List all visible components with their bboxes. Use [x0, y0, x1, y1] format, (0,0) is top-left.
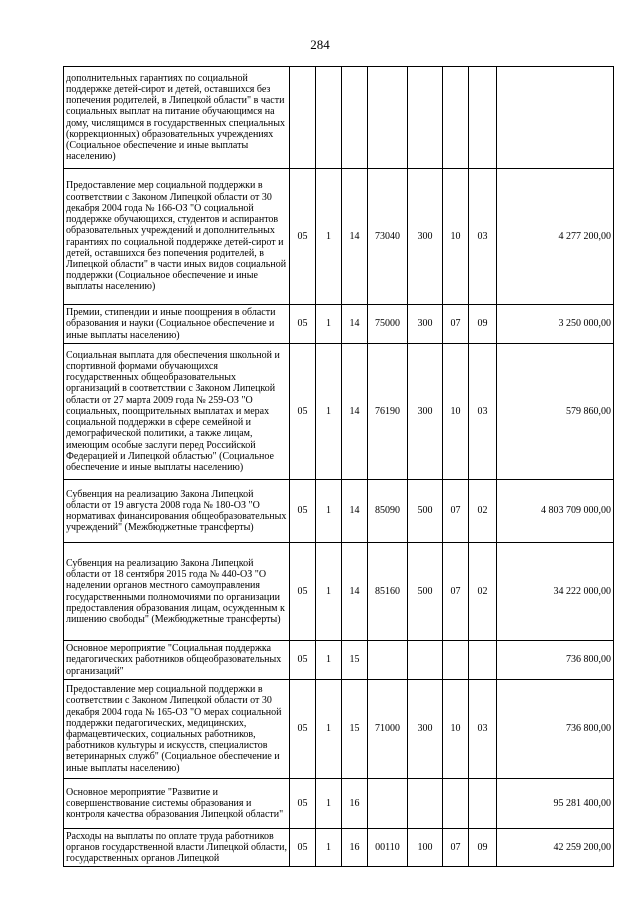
code-subprogram: 1: [316, 543, 342, 641]
code-direction: 00110: [368, 829, 408, 867]
code-direction: 73040: [368, 169, 408, 305]
table-row: [64, 480, 614, 543]
code-section: 07: [443, 305, 469, 344]
code-expense-type: [408, 779, 443, 829]
code-main-activity: 14: [342, 543, 368, 641]
row-sum: 736 800,00: [497, 641, 614, 680]
code-main-activity: 14: [342, 344, 368, 480]
code-direction: 75000: [368, 305, 408, 344]
code-expense-type: 300: [408, 680, 443, 779]
row-sum: [497, 67, 614, 169]
table-row: [64, 305, 614, 344]
code-program: 05: [290, 543, 316, 641]
code-program: 05: [290, 344, 316, 480]
code-expense-type: 100: [408, 829, 443, 867]
code-section: 07: [443, 543, 469, 641]
code-subsection: [469, 779, 497, 829]
code-subprogram: 1: [316, 680, 342, 779]
row-description: Основное мероприятие "Социальная поддержка педагогических работников общеобразовательных организаций": [64, 641, 290, 680]
code-direction: 85160: [368, 543, 408, 641]
code-section: 07: [443, 480, 469, 543]
row-description: Социальная выплата для обеспечения школьной и спортивной формами обучающихся государственных общеобразовательных организаций в соответствии с Законом Липецкой области от 27 марта 2009 года № 259-ОЗ "О социальных, поощрительных выплатах и мерах социальной поддержки в сфере семейной и демографической политики, а также лицам, имеющим особые заслуги перед Российской Федерацией и Липецкой областью" (Социальное обеспечение и иные выплаты населению): [64, 344, 290, 480]
row-description: дополнительных гарантиях по социальной поддержке детей-сирот и детей, оставшихся без попечения родителей, в Липецкой области" в части социальных выплат на питание обучающимся на дому, числящимся в государственных специальных (коррекционных) образовательных учреждениях (Социальное обеспечение и иные выплаты населению): [64, 67, 290, 169]
table-row: [64, 779, 614, 829]
code-main-activity: 16: [342, 829, 368, 867]
row-description: Субвенция на реализацию Закона Липецкой области от 18 сентября 2015 года № 440-ОЗ "О наделении органов местного самоуправления государственными полномочиями по организации предоставления образования лицам, осужденным к лишению свободы" (Межбюджетные трансферты): [64, 543, 290, 641]
code-main-activity: [342, 67, 368, 169]
code-program: [290, 67, 316, 169]
code-subprogram: [316, 67, 342, 169]
code-subsection: 02: [469, 543, 497, 641]
code-subprogram: 1: [316, 641, 342, 680]
code-direction: 85090: [368, 480, 408, 543]
row-sum: 95 281 400,00: [497, 779, 614, 829]
code-program: 05: [290, 305, 316, 344]
code-program: 05: [290, 641, 316, 680]
table-row: [64, 829, 614, 867]
table-row: [64, 680, 614, 779]
code-subsection: 03: [469, 680, 497, 779]
row-description: Предоставление мер социальной поддержки в соответствии с Законом Липецкой области от 30 декабря 2004 года № 166-ОЗ "О социальной поддержке обучающихся, студентов и аспирантов образовательных учреждений и дополнительных гарантиях по социальной поддержке детей-сирот и детей, оставшихся без попечения родителей, в Липецкой области" в части иных видов социальной поддержки (Социальное обеспечение и иные выплаты населению): [64, 169, 290, 305]
table-row: [64, 169, 614, 305]
code-subprogram: 1: [316, 829, 342, 867]
code-subprogram: 1: [316, 169, 342, 305]
code-section: 10: [443, 344, 469, 480]
code-main-activity: 14: [342, 480, 368, 543]
code-subsection: [469, 641, 497, 680]
row-description: Расходы на выплаты по оплате труда работников органов государственной власти Липецкой области, государственных органов Липецкой: [64, 829, 290, 867]
row-sum: 4 803 709 000,00: [497, 480, 614, 543]
code-expense-type: [408, 67, 443, 169]
code-section: [443, 641, 469, 680]
code-main-activity: 15: [342, 680, 368, 779]
budget-table: [63, 66, 614, 867]
code-subsection: 03: [469, 169, 497, 305]
code-direction: 76190: [368, 344, 408, 480]
code-subsection: 02: [469, 480, 497, 543]
table-row: [64, 67, 614, 169]
code-program: 05: [290, 169, 316, 305]
table-row: [64, 344, 614, 480]
code-direction: [368, 641, 408, 680]
code-section: 10: [443, 169, 469, 305]
code-direction: [368, 779, 408, 829]
code-main-activity: 16: [342, 779, 368, 829]
row-sum: 4 277 200,00: [497, 169, 614, 305]
code-main-activity: 14: [342, 305, 368, 344]
code-direction: 71000: [368, 680, 408, 779]
code-program: 05: [290, 829, 316, 867]
code-expense-type: [408, 641, 443, 680]
row-description: Основное мероприятие "Развитие и совершенствование системы образования и контроля качества образования Липецкой области": [64, 779, 290, 829]
code-subprogram: 1: [316, 480, 342, 543]
code-program: 05: [290, 480, 316, 543]
code-subprogram: 1: [316, 779, 342, 829]
code-section: [443, 67, 469, 169]
code-subsection: 09: [469, 829, 497, 867]
page-number: 284: [310, 37, 330, 52]
code-section: [443, 779, 469, 829]
row-description: Предоставление мер социальной поддержки в соответствии с Законом Липецкой области от 30 декабря 2004 года № 165-ОЗ "О мерах социальной поддержки педагогических, медицинских, фармацевтических, социальных работников, работников культуры и искусств, специалистов ветеринарных служб" (Социальное обеспечение и иные выплаты населению): [64, 680, 290, 779]
row-sum: 579 860,00: [497, 344, 614, 480]
code-subsection: 03: [469, 344, 497, 480]
row-description: Субвенция на реализацию Закона Липецкой области от 19 августа 2008 года № 180-ОЗ "О нормативах финансирования общеобразовательных учреждений" (Межбюджетные трансферты): [64, 480, 290, 543]
code-subprogram: 1: [316, 344, 342, 480]
table-row: [64, 641, 614, 680]
row-description: Премии, стипендии и иные поощрения в области образования и науки (Социальное обеспечение и иные выплаты населению): [64, 305, 290, 344]
code-subsection: 09: [469, 305, 497, 344]
code-subsection: [469, 67, 497, 169]
code-main-activity: 14: [342, 169, 368, 305]
code-section: 07: [443, 829, 469, 867]
code-subprogram: 1: [316, 305, 342, 344]
code-section: 10: [443, 680, 469, 779]
code-expense-type: 500: [408, 480, 443, 543]
row-sum: 42 259 200,00: [497, 829, 614, 867]
code-program: 05: [290, 779, 316, 829]
row-sum: 3 250 000,00: [497, 305, 614, 344]
row-sum: 736 800,00: [497, 680, 614, 779]
code-expense-type: 300: [408, 169, 443, 305]
code-direction: [368, 67, 408, 169]
code-expense-type: 300: [408, 344, 443, 480]
code-main-activity: 15: [342, 641, 368, 680]
row-sum: 34 222 000,00: [497, 543, 614, 641]
code-expense-type: 500: [408, 543, 443, 641]
code-expense-type: 300: [408, 305, 443, 344]
code-program: 05: [290, 680, 316, 779]
table-row: [64, 543, 614, 641]
